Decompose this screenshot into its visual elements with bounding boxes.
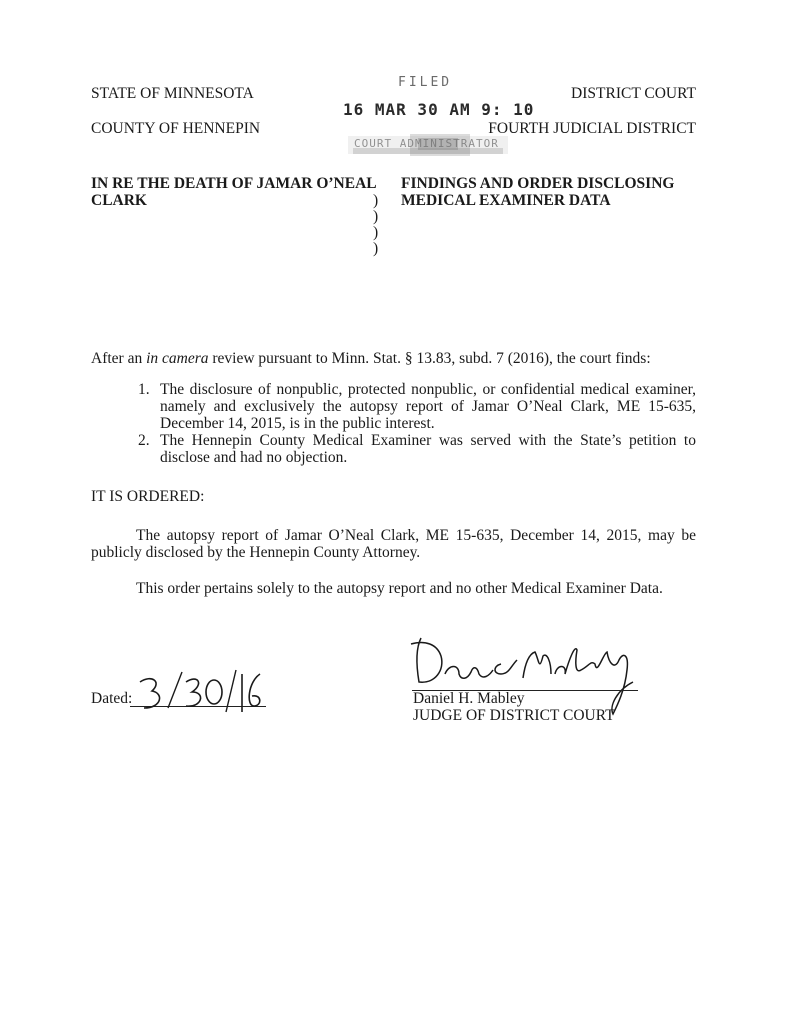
smudged-stamp-text: COURT ADMINISTRATOR (354, 137, 499, 150)
intro-text-start: After an (91, 350, 147, 367)
intro-text-end: review pursuant to Minn. Stat. § 13.83, subd. 7 (2016), the court finds: (208, 350, 651, 367)
smudged-stamp (348, 132, 510, 158)
order-heading: IT IS ORDERED: (91, 488, 205, 505)
caption-paren-1: ) (373, 192, 379, 209)
caption-paren-4: ) (373, 240, 379, 257)
handwritten-date (130, 668, 270, 733)
filed-stamp: FILED (398, 75, 453, 90)
handwritten-date-graphic (130, 668, 270, 728)
district-heading: FOURTH JUDICIAL DISTRICT (488, 120, 696, 137)
judge-name: Daniel H. Mabley (413, 690, 525, 707)
caption-paren-3: ) (373, 224, 379, 241)
caption-title-line2: MEDICAL EXAMINER DATA (401, 192, 611, 209)
intro-paragraph (91, 350, 651, 368)
finding-number: 1. (138, 381, 150, 398)
order-scope: This order pertains solely to the autopsy report and no other Medical Examiner Data. (136, 580, 663, 597)
caption-left-line2: CLARK (91, 192, 147, 209)
caption-paren-2: ) (373, 208, 379, 225)
state-heading: STATE OF MINNESOTA (91, 85, 254, 102)
caption-title-line1: FINDINGS AND ORDER DISCLOSING (401, 175, 675, 192)
finding-text: The Hennepin County Medical Examiner was served with the State’s petition to disclose and had no objection. (160, 432, 696, 466)
finding-item (138, 432, 696, 466)
filed-datetime-stamp: 16 MAR 30 AM 9: 10 (343, 100, 535, 119)
caption-left-line1: IN RE THE DEATH OF JAMAR O’NEAL (91, 175, 377, 192)
court-heading: DISTRICT COURT (571, 85, 696, 102)
judge-title: JUDGE OF DISTRICT COURT (413, 707, 615, 724)
county-heading: COUNTY OF HENNEPIN (91, 120, 261, 137)
finding-number: 2. (138, 432, 150, 449)
intro-italic-phrase: in camera (146, 350, 209, 367)
findings-list (138, 381, 696, 466)
dated-label: Dated: (91, 690, 133, 707)
finding-item (138, 381, 696, 432)
finding-text: The disclosure of nonpublic, protected nonpublic, or confidential medical examiner, namely and exclusively the autopsy report of Jamar O’Neal Clark, ME 15-635, December 14, 2015, is in the public interest. (160, 381, 696, 432)
order-paragraph: The autopsy report of Jamar O’Neal Clark, ME 15-635, December 14, 2015, may be publicly disclosed by the Hennepin County Attorney. (91, 527, 696, 561)
